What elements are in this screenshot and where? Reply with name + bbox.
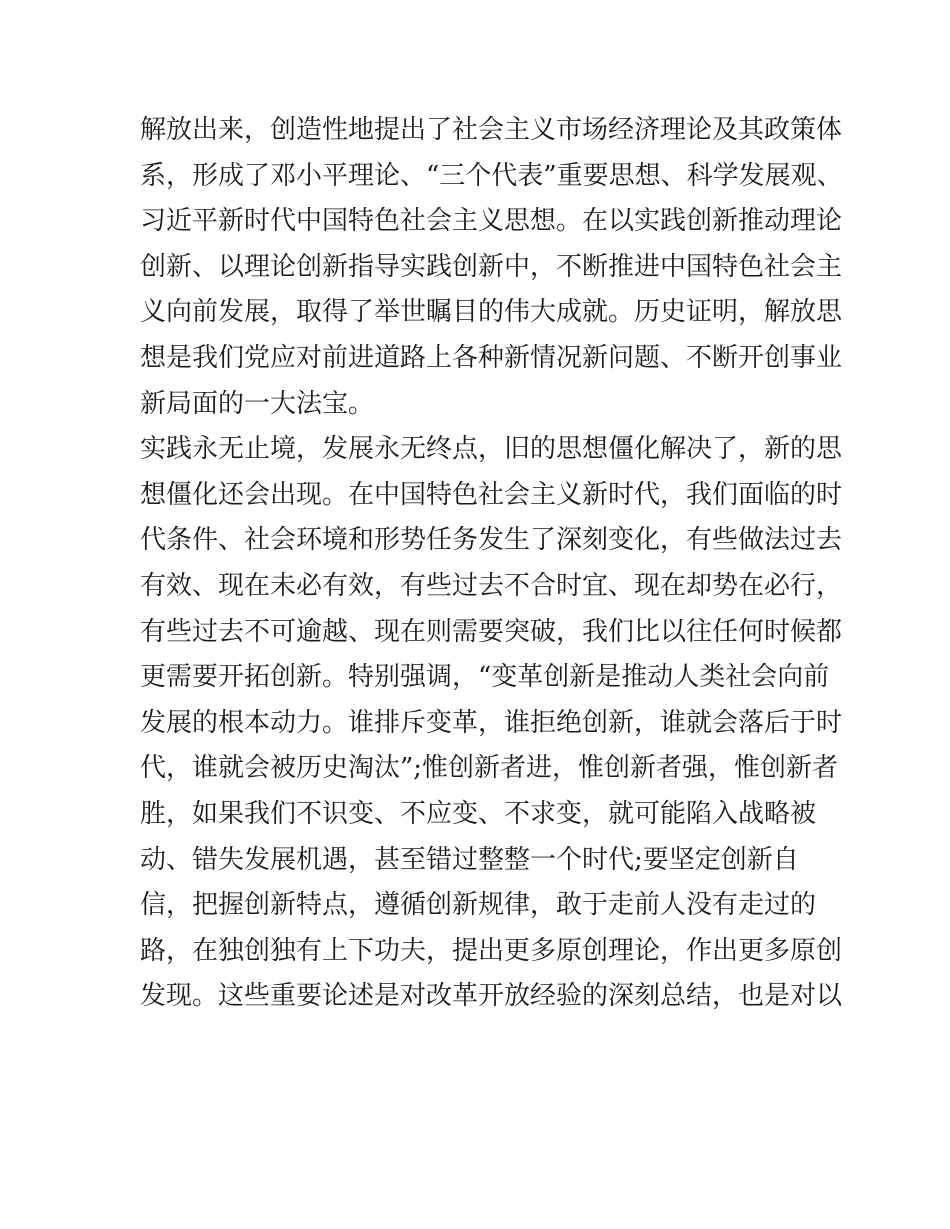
text-line: 胜，如果我们不识变、不应变、不求变，就可能陷入战略被	[140, 798, 817, 829]
text-line: 发现。这些重要论述是对改革开放经验的深刻总结，也是对以	[140, 981, 843, 1012]
text-line: 代条件、社会环境和形势任务发生了深刻变化，有些做法过去	[140, 525, 843, 556]
text-line: 义向前发展，取得了举世瞩目的伟大成就。历史证明，解放思	[140, 297, 843, 328]
text-line: 习近平新时代中国特色社会主义思想。在以实践创新推动理论	[140, 206, 843, 237]
text-line: 发展的根本动力。谁排斥变革，谁拒绝创新，谁就会落后于时	[140, 707, 843, 738]
text-line: 想僵化还会出现。在中国特色社会主义新时代，我们面临的时	[140, 479, 843, 510]
body-text	[140, 108, 843, 1020]
text-line: 新局面的一大法宝。	[140, 388, 375, 419]
text-line: 信，把握创新特点，遵循创新规律，敢于走前人没有走过的	[140, 890, 817, 921]
text-line: 更需要开拓创新。特别强调，“变革创新是推动人类社会向前	[140, 662, 830, 693]
text-line: 想是我们党应对前进道路上各种新情况新问题、不断开创事业	[140, 342, 843, 373]
text-line: 有效、现在未必有效，有些过去不合时宜、现在却势在必行，	[140, 570, 843, 601]
text-line: 有些过去不可逾越、现在则需要突破，我们比以往任何时候都	[140, 616, 843, 647]
text-line: 解放出来，创造性地提出了社会主义市场经济理论及其政策体	[140, 115, 843, 145]
text-line: 实践永无止境，发展永无终点，旧的思想僵化解决了，新的思	[140, 434, 843, 465]
text-line: 系，形成了邓小平理论、“三个代表”重要思想、科学发展观、	[140, 160, 843, 191]
text-line: 动、错失发展机遇，甚至错过整整一个时代;要坚定创新自	[140, 844, 799, 875]
text-line: 路，在独创独有上下功夫，提出更多原创理论，作出更多原创	[140, 935, 843, 966]
text-line: 代，谁就会被历史淘汰”;惟创新者进，惟创新者强，惟创新者	[140, 753, 839, 784]
text-line: 创新、以理论创新指导实践创新中，不断推进中国特色社会主	[140, 251, 843, 282]
